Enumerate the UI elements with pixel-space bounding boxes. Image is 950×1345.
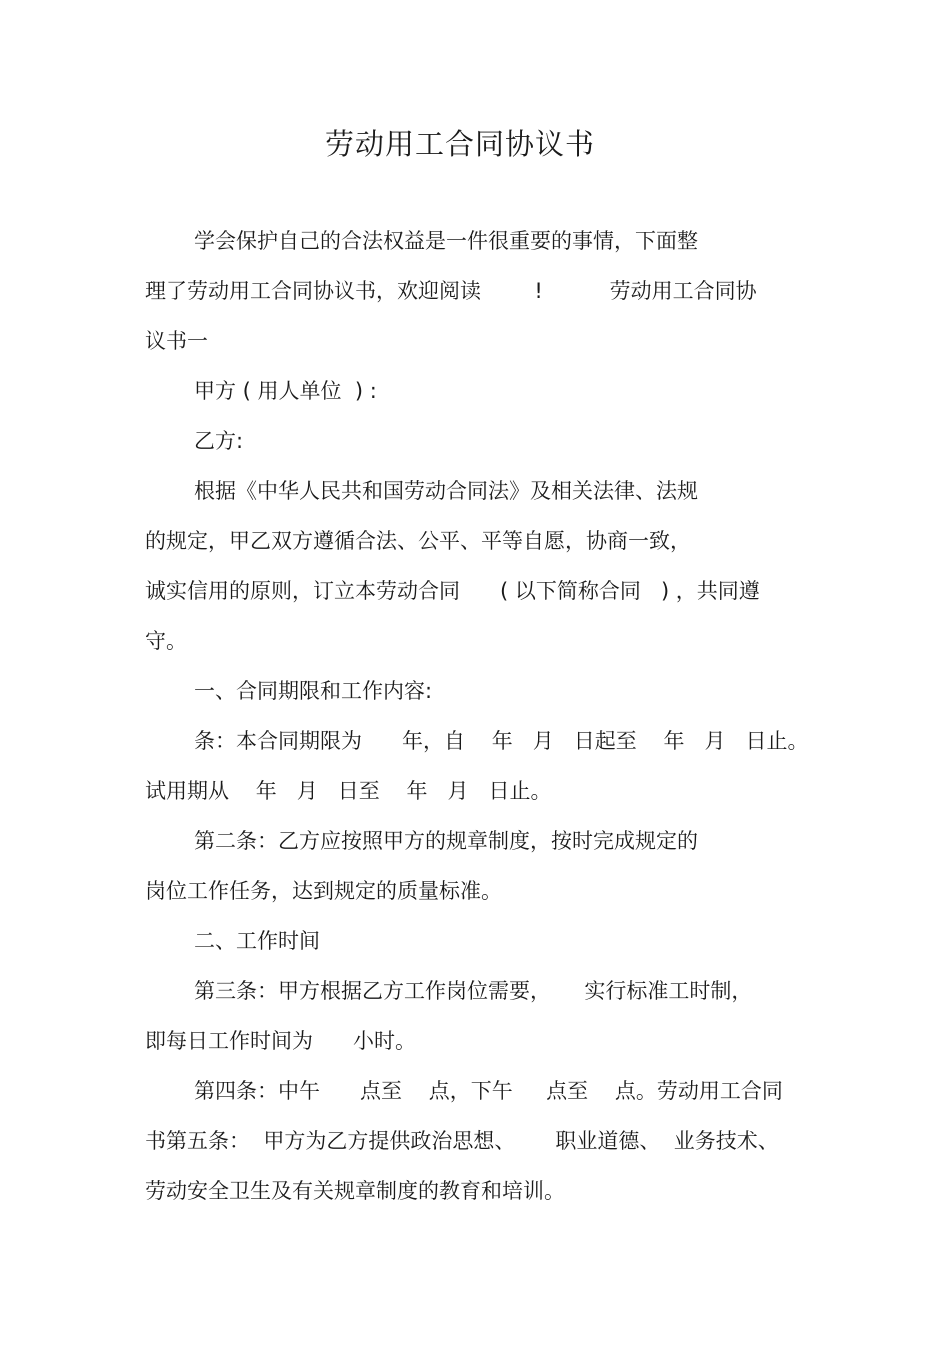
paragraph-line: 理了劳动用工合同协议书，欢迎阅读 ! 劳动用工合同协 <box>145 279 757 303</box>
paragraph-line: 学会保护自己的合法权益是一件很重要的事情，下面整 <box>194 229 698 253</box>
paragraph-line: 劳动安全卫生及有关规章制度的教育和培训。 <box>145 1179 565 1203</box>
paragraph-line: 诚实信用的原则，订立本劳动合同 ( 以下简称合同 ) ，共同遵 <box>145 579 760 603</box>
paragraph-line: 书第五条： 甲方为乙方提供政治思想、 职业道德、 业务技术、 <box>145 1129 779 1153</box>
paragraph-line: 条：本合同期限为 年，自 年 月 日起至 年 月 日止。 <box>194 729 809 753</box>
paragraph-line: 根据《中华人民共和国劳动合同法》及相关法律、法规 <box>194 479 698 503</box>
paragraph-line: 即每日工作时间为 小时。 <box>145 1029 417 1053</box>
section-heading: 二、工作时间 <box>194 929 320 953</box>
paragraph-line: 守。 <box>145 629 187 653</box>
document-title: 劳动用工合同协议书 <box>324 127 595 161</box>
party-b-line: 乙方: <box>194 429 244 453</box>
paragraph-line: 第四条：中午 点至 点，下午 点至 点。劳动用工合同 <box>194 1079 783 1103</box>
paragraph-line: 第二条：乙方应按照甲方的规章制度，按时完成规定的 <box>194 829 698 853</box>
paragraph-line: 试用期从 年 月 日至 年 月 日止。 <box>145 779 552 803</box>
section-heading: 一、合同期限和工作内容: <box>194 679 433 703</box>
paragraph-line: 岗位工作任务，达到规定的质量标准。 <box>145 879 502 903</box>
party-a-line: 甲方 ( 用人单位 ) : <box>194 379 377 403</box>
paragraph-line: 议书一 <box>145 329 208 353</box>
paragraph-line: 第三条：甲方根据乙方工作岗位需要， 实行标准工时制， <box>194 979 753 1003</box>
paragraph-line: 的规定，甲乙双方遵循合法、公平、平等自愿，协商一致， <box>145 529 691 553</box>
